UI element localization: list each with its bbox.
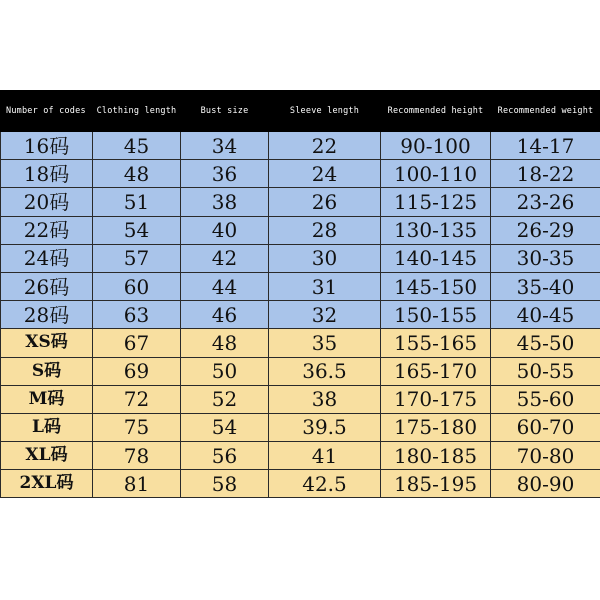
table-row xyxy=(1,160,600,188)
recommended-weight-cell: 60-70 xyxy=(491,413,600,441)
table-row xyxy=(1,385,600,413)
clothing-length-cell: 45 xyxy=(93,132,181,160)
bust-size-cell: 56 xyxy=(181,442,269,470)
clothing-length-cell: 54 xyxy=(93,216,181,244)
table-row xyxy=(1,329,600,357)
sleeve-length-cell: 30 xyxy=(269,244,381,272)
clothing-length-cell: 57 xyxy=(93,244,181,272)
bust-size-cell: 50 xyxy=(181,357,269,385)
bust-size-cell: 44 xyxy=(181,272,269,300)
size-chart-table xyxy=(0,90,600,498)
header-sleeve-length: Sleeve length xyxy=(269,91,381,132)
recommended-weight-cell: 50-55 xyxy=(491,357,600,385)
bust-size-cell: 54 xyxy=(181,413,269,441)
sleeve-length-cell: 32 xyxy=(269,301,381,329)
sleeve-length-cell: 31 xyxy=(269,272,381,300)
recommended-height-cell: 185-195 xyxy=(381,470,491,498)
bust-size-cell: 42 xyxy=(181,244,269,272)
header-row xyxy=(1,91,600,132)
table-row xyxy=(1,216,600,244)
table-row xyxy=(1,442,600,470)
table-row xyxy=(1,413,600,441)
size-code-cell: 2XL码 xyxy=(1,470,93,498)
table-row xyxy=(1,244,600,272)
sleeve-length-cell: 41 xyxy=(269,442,381,470)
recommended-weight-cell: 23-26 xyxy=(491,188,600,216)
recommended-height-cell: 140-145 xyxy=(381,244,491,272)
header-number-of-codes: Number of codes xyxy=(1,91,93,132)
recommended-weight-cell: 55-60 xyxy=(491,385,600,413)
recommended-weight-cell: 40-45 xyxy=(491,301,600,329)
table-row xyxy=(1,132,600,160)
clothing-length-cell: 78 xyxy=(93,442,181,470)
clothing-length-cell: 72 xyxy=(93,385,181,413)
recommended-weight-cell: 80-90 xyxy=(491,470,600,498)
size-code-cell: L码 xyxy=(1,413,93,441)
size-code-cell: XS码 xyxy=(1,329,93,357)
recommended-height-cell: 150-155 xyxy=(381,301,491,329)
size-code-cell: 24码 xyxy=(1,244,93,272)
table-row xyxy=(1,188,600,216)
table-row xyxy=(1,470,600,498)
size-code-cell: 20码 xyxy=(1,188,93,216)
recommended-weight-cell: 26-29 xyxy=(491,216,600,244)
clothing-length-cell: 60 xyxy=(93,272,181,300)
recommended-height-cell: 165-170 xyxy=(381,357,491,385)
sleeve-length-cell: 22 xyxy=(269,132,381,160)
clothing-length-cell: 69 xyxy=(93,357,181,385)
bust-size-cell: 40 xyxy=(181,216,269,244)
recommended-weight-cell: 35-40 xyxy=(491,272,600,300)
table-row xyxy=(1,357,600,385)
clothing-length-cell: 48 xyxy=(93,160,181,188)
recommended-weight-cell: 30-35 xyxy=(491,244,600,272)
size-chart-body xyxy=(1,132,600,498)
size-code-cell: XL码 xyxy=(1,442,93,470)
sleeve-length-cell: 35 xyxy=(269,329,381,357)
header-recommended-weight: Recommended weight xyxy=(491,91,600,132)
sleeve-length-cell: 26 xyxy=(269,188,381,216)
sleeve-length-cell: 28 xyxy=(269,216,381,244)
sleeve-length-cell: 36.5 xyxy=(269,357,381,385)
size-code-cell: 22码 xyxy=(1,216,93,244)
clothing-length-cell: 51 xyxy=(93,188,181,216)
table-row xyxy=(1,301,600,329)
sleeve-length-cell: 24 xyxy=(269,160,381,188)
bust-size-cell: 58 xyxy=(181,470,269,498)
header-clothing-length: Clothing length xyxy=(93,91,181,132)
recommended-height-cell: 155-165 xyxy=(381,329,491,357)
sleeve-length-cell: 42.5 xyxy=(269,470,381,498)
recommended-height-cell: 145-150 xyxy=(381,272,491,300)
sleeve-length-cell: 39.5 xyxy=(269,413,381,441)
recommended-weight-cell: 70-80 xyxy=(491,442,600,470)
size-code-cell: 28码 xyxy=(1,301,93,329)
recommended-height-cell: 180-185 xyxy=(381,442,491,470)
size-code-cell: 18码 xyxy=(1,160,93,188)
recommended-weight-cell: 18-22 xyxy=(491,160,600,188)
size-code-cell: M码 xyxy=(1,385,93,413)
size-chart-header xyxy=(1,91,600,132)
size-code-cell: 16码 xyxy=(1,132,93,160)
bust-size-cell: 36 xyxy=(181,160,269,188)
size-code-cell: 26码 xyxy=(1,272,93,300)
recommended-height-cell: 130-135 xyxy=(381,216,491,244)
bust-size-cell: 52 xyxy=(181,385,269,413)
recommended-height-cell: 100-110 xyxy=(381,160,491,188)
bust-size-cell: 48 xyxy=(181,329,269,357)
header-recommended-height: Recommended height xyxy=(381,91,491,132)
table-row xyxy=(1,272,600,300)
clothing-length-cell: 67 xyxy=(93,329,181,357)
recommended-height-cell: 115-125 xyxy=(381,188,491,216)
bust-size-cell: 34 xyxy=(181,132,269,160)
recommended-weight-cell: 14-17 xyxy=(491,132,600,160)
recommended-height-cell: 175-180 xyxy=(381,413,491,441)
header-bust-size: Bust size xyxy=(181,91,269,132)
size-code-cell: S码 xyxy=(1,357,93,385)
clothing-length-cell: 81 xyxy=(93,470,181,498)
clothing-length-cell: 63 xyxy=(93,301,181,329)
recommended-height-cell: 170-175 xyxy=(381,385,491,413)
bust-size-cell: 38 xyxy=(181,188,269,216)
bust-size-cell: 46 xyxy=(181,301,269,329)
recommended-height-cell: 90-100 xyxy=(381,132,491,160)
recommended-weight-cell: 45-50 xyxy=(491,329,600,357)
clothing-length-cell: 75 xyxy=(93,413,181,441)
sleeve-length-cell: 38 xyxy=(269,385,381,413)
